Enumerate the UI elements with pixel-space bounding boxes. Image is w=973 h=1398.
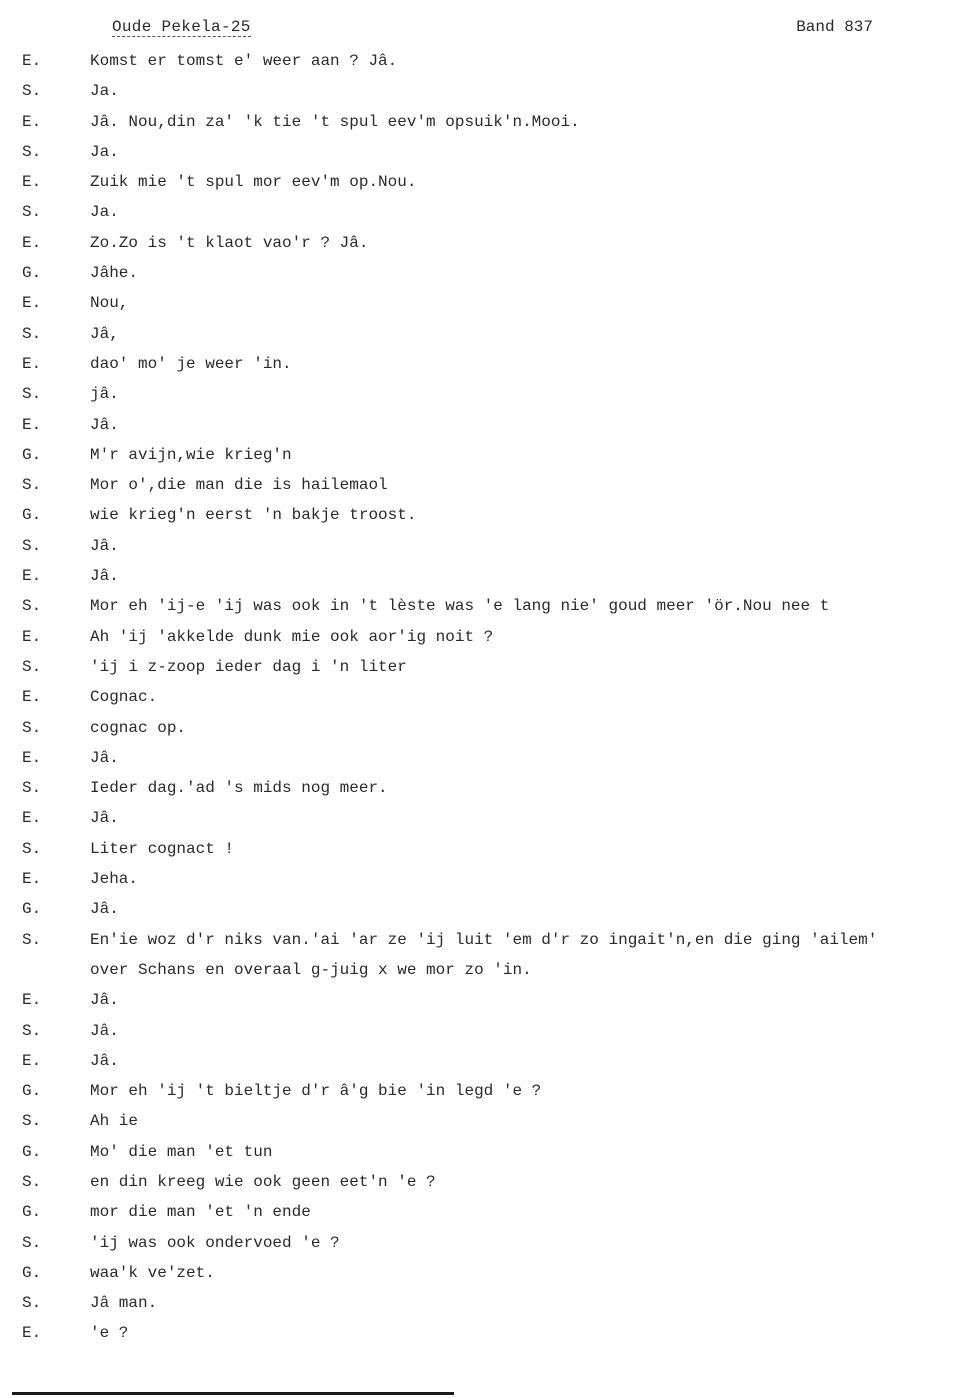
utterance-text: cognac op. xyxy=(90,718,187,737)
transcript-line xyxy=(0,591,973,621)
transcript-line xyxy=(0,1197,973,1227)
utterance-text: En'ie woz d'r niks van.'ai 'ar ze 'ij luit 'em d'r zo ingait'n,en die ging 'ailem' over Schans en overaal g-juig x we mor zo 'in. xyxy=(90,930,878,979)
speaker-label: G. xyxy=(22,445,42,464)
utterance-text: Jâ. xyxy=(90,809,119,828)
transcript-line xyxy=(0,137,973,167)
utterance-text: Jâ. xyxy=(90,1051,119,1070)
speaker-label: G. xyxy=(22,900,42,919)
utterance-text: Ah ie xyxy=(90,1112,139,1131)
transcript-line xyxy=(0,682,973,712)
utterance-text: wie krieg'n eerst 'n bakje troost. xyxy=(90,506,417,525)
utterance-text: 'ij i z-zoop ieder dag i 'n liter xyxy=(90,657,407,676)
transcript-line xyxy=(0,1318,973,1348)
transcript-line xyxy=(0,985,973,1015)
utterance-text: Ja. xyxy=(90,203,119,222)
speaker-label: S. xyxy=(22,657,42,676)
utterance-text: Jâ. xyxy=(90,991,119,1010)
utterance-text: Jeha. xyxy=(90,870,139,889)
utterance-text: waa'k ve'zet. xyxy=(90,1263,215,1282)
speaker-label: S. xyxy=(22,203,42,222)
speaker-label: S. xyxy=(22,1021,42,1040)
footer-rule xyxy=(12,1392,454,1395)
transcript-line xyxy=(0,470,973,500)
transcript-line xyxy=(0,713,973,743)
speaker-label: E. xyxy=(22,809,42,828)
speaker-label: S. xyxy=(22,536,42,555)
speaker-label: S. xyxy=(22,718,42,737)
transcript-line xyxy=(0,1076,973,1106)
transcript-line xyxy=(0,76,973,106)
utterance-text: Ah 'ij 'akkelde dunk mie ook aor'ig noit ? xyxy=(90,627,494,646)
utterance-text: M'r avijn,wie krieg'n xyxy=(90,445,292,464)
speaker-label: S. xyxy=(22,1294,42,1313)
speaker-label: G. xyxy=(22,1203,42,1222)
speaker-label: E. xyxy=(22,294,42,313)
transcript-line xyxy=(0,228,973,258)
utterance-text: en din kreeg wie ook geen eet'n 'e ? xyxy=(90,1172,436,1191)
transcript-line xyxy=(0,925,973,986)
transcript-line xyxy=(0,379,973,409)
utterance-text: Jâ. Nou,din za' 'k tie 't spul eev'm opsuik'n.Mooi. xyxy=(90,112,580,131)
transcript-line xyxy=(0,107,973,137)
utterance-text: 'ij was ook ondervoed 'e ? xyxy=(90,1233,340,1252)
transcript xyxy=(0,46,973,1349)
speaker-label: G. xyxy=(22,1142,42,1161)
utterance-text: Jâ. xyxy=(90,1021,119,1040)
speaker-label: G. xyxy=(22,506,42,525)
transcript-line xyxy=(0,1046,973,1076)
speaker-label: S. xyxy=(22,385,42,404)
transcript-line xyxy=(0,319,973,349)
speaker-label: E. xyxy=(22,354,42,373)
utterance-text: Komst er tomst e' weer aan ? Jâ. xyxy=(90,52,398,70)
speaker-label: E. xyxy=(22,52,42,70)
utterance-text: mor die man 'et 'n ende xyxy=(90,1203,311,1222)
transcript-line xyxy=(0,500,973,530)
speaker-label: E. xyxy=(22,567,42,586)
speaker-label: E. xyxy=(22,233,42,252)
utterance-text: Jâ. xyxy=(90,415,119,434)
speaker-label: G. xyxy=(22,264,42,283)
transcript-line xyxy=(0,1016,973,1046)
transcript-line xyxy=(0,622,973,652)
transcript-line xyxy=(0,1288,973,1318)
utterance-text: jâ. xyxy=(90,385,119,404)
speaker-label: S. xyxy=(22,597,42,616)
utterance-text: Cognac. xyxy=(90,688,158,707)
utterance-text: Jâ man. xyxy=(90,1294,158,1313)
speaker-label: E. xyxy=(22,991,42,1010)
transcript-line xyxy=(0,773,973,803)
speaker-label: E. xyxy=(22,688,42,707)
transcript-line xyxy=(0,803,973,833)
transcript-line xyxy=(0,1258,973,1288)
transcript-line xyxy=(0,531,973,561)
utterance-text: 'e ? xyxy=(90,1324,129,1343)
speaker-label: S. xyxy=(22,839,42,858)
transcript-line xyxy=(0,561,973,591)
utterance-text: Zo.Zo is 't klaot vao'r ? Jâ. xyxy=(90,233,369,252)
transcript-line xyxy=(0,1167,973,1197)
transcript-line xyxy=(0,258,973,288)
transcript-line xyxy=(0,864,973,894)
utterance-text: Nou, xyxy=(90,294,129,313)
transcript-line xyxy=(0,197,973,227)
utterance-text: Mor o',die man die is hailemaol xyxy=(90,476,388,495)
utterance-text: Mor eh 'ij-e 'ij was ook in 't lèste was 'e lang nie' goud meer 'ör.Nou nee t xyxy=(90,597,830,616)
document-title: Oude Pekela-25 xyxy=(112,18,251,36)
utterance-text: Ja. xyxy=(90,82,119,101)
utterance-text: Zuik mie 't spul mor eev'm op.Nou. xyxy=(90,173,417,192)
speaker-label: E. xyxy=(22,748,42,767)
page-header xyxy=(100,18,873,42)
transcript-line xyxy=(0,894,973,924)
speaker-label: S. xyxy=(22,476,42,495)
speaker-label: S. xyxy=(22,142,42,161)
utterance-text: Jâ. xyxy=(90,900,119,919)
transcript-line xyxy=(0,410,973,440)
utterance-text: Jâ. xyxy=(90,536,119,555)
transcript-line xyxy=(0,167,973,197)
utterance-text: Jâhe. xyxy=(90,264,139,283)
speaker-label: E. xyxy=(22,415,42,434)
utterance-text: dao' mo' je weer 'in. xyxy=(90,354,292,373)
utterance-text: Liter cognact ! xyxy=(90,839,235,858)
transcript-line xyxy=(0,834,973,864)
utterance-text: Mor eh 'ij 't bieltje d'r â'g bie 'in legd 'e ? xyxy=(90,1082,542,1101)
speaker-label: E. xyxy=(22,173,42,192)
transcript-line xyxy=(0,349,973,379)
speaker-label: E. xyxy=(22,627,42,646)
transcript-line xyxy=(0,46,973,76)
utterance-text: Jâ, xyxy=(90,324,119,343)
speaker-label: S. xyxy=(22,1172,42,1191)
speaker-label: S. xyxy=(22,324,42,343)
transcript-line xyxy=(0,288,973,318)
utterance-text: Jâ. xyxy=(90,567,119,586)
speaker-label: E. xyxy=(22,870,42,889)
transcript-line xyxy=(0,1228,973,1258)
speaker-label: G. xyxy=(22,1263,42,1282)
transcript-line xyxy=(0,1106,973,1136)
transcript-line xyxy=(0,440,973,470)
speaker-label: S. xyxy=(22,779,42,798)
transcript-line xyxy=(0,743,973,773)
transcript-line xyxy=(0,652,973,682)
utterance-text: Ieder dag.'ad 's mids nog meer. xyxy=(90,779,388,798)
transcript-line xyxy=(0,1137,973,1167)
speaker-label: E. xyxy=(22,1051,42,1070)
speaker-label: S. xyxy=(22,1233,42,1252)
speaker-label: E. xyxy=(22,112,42,131)
speaker-label: S. xyxy=(22,1112,42,1131)
utterance-text: Jâ. xyxy=(90,748,119,767)
speaker-label: S. xyxy=(22,930,42,949)
utterance-text: Mo' die man 'et tun xyxy=(90,1142,273,1161)
speaker-label: G. xyxy=(22,1082,42,1101)
speaker-label: S. xyxy=(22,82,42,101)
band-number: Band 837 xyxy=(796,18,873,36)
speaker-label: E. xyxy=(22,1324,42,1343)
utterance-text: Ja. xyxy=(90,142,119,161)
